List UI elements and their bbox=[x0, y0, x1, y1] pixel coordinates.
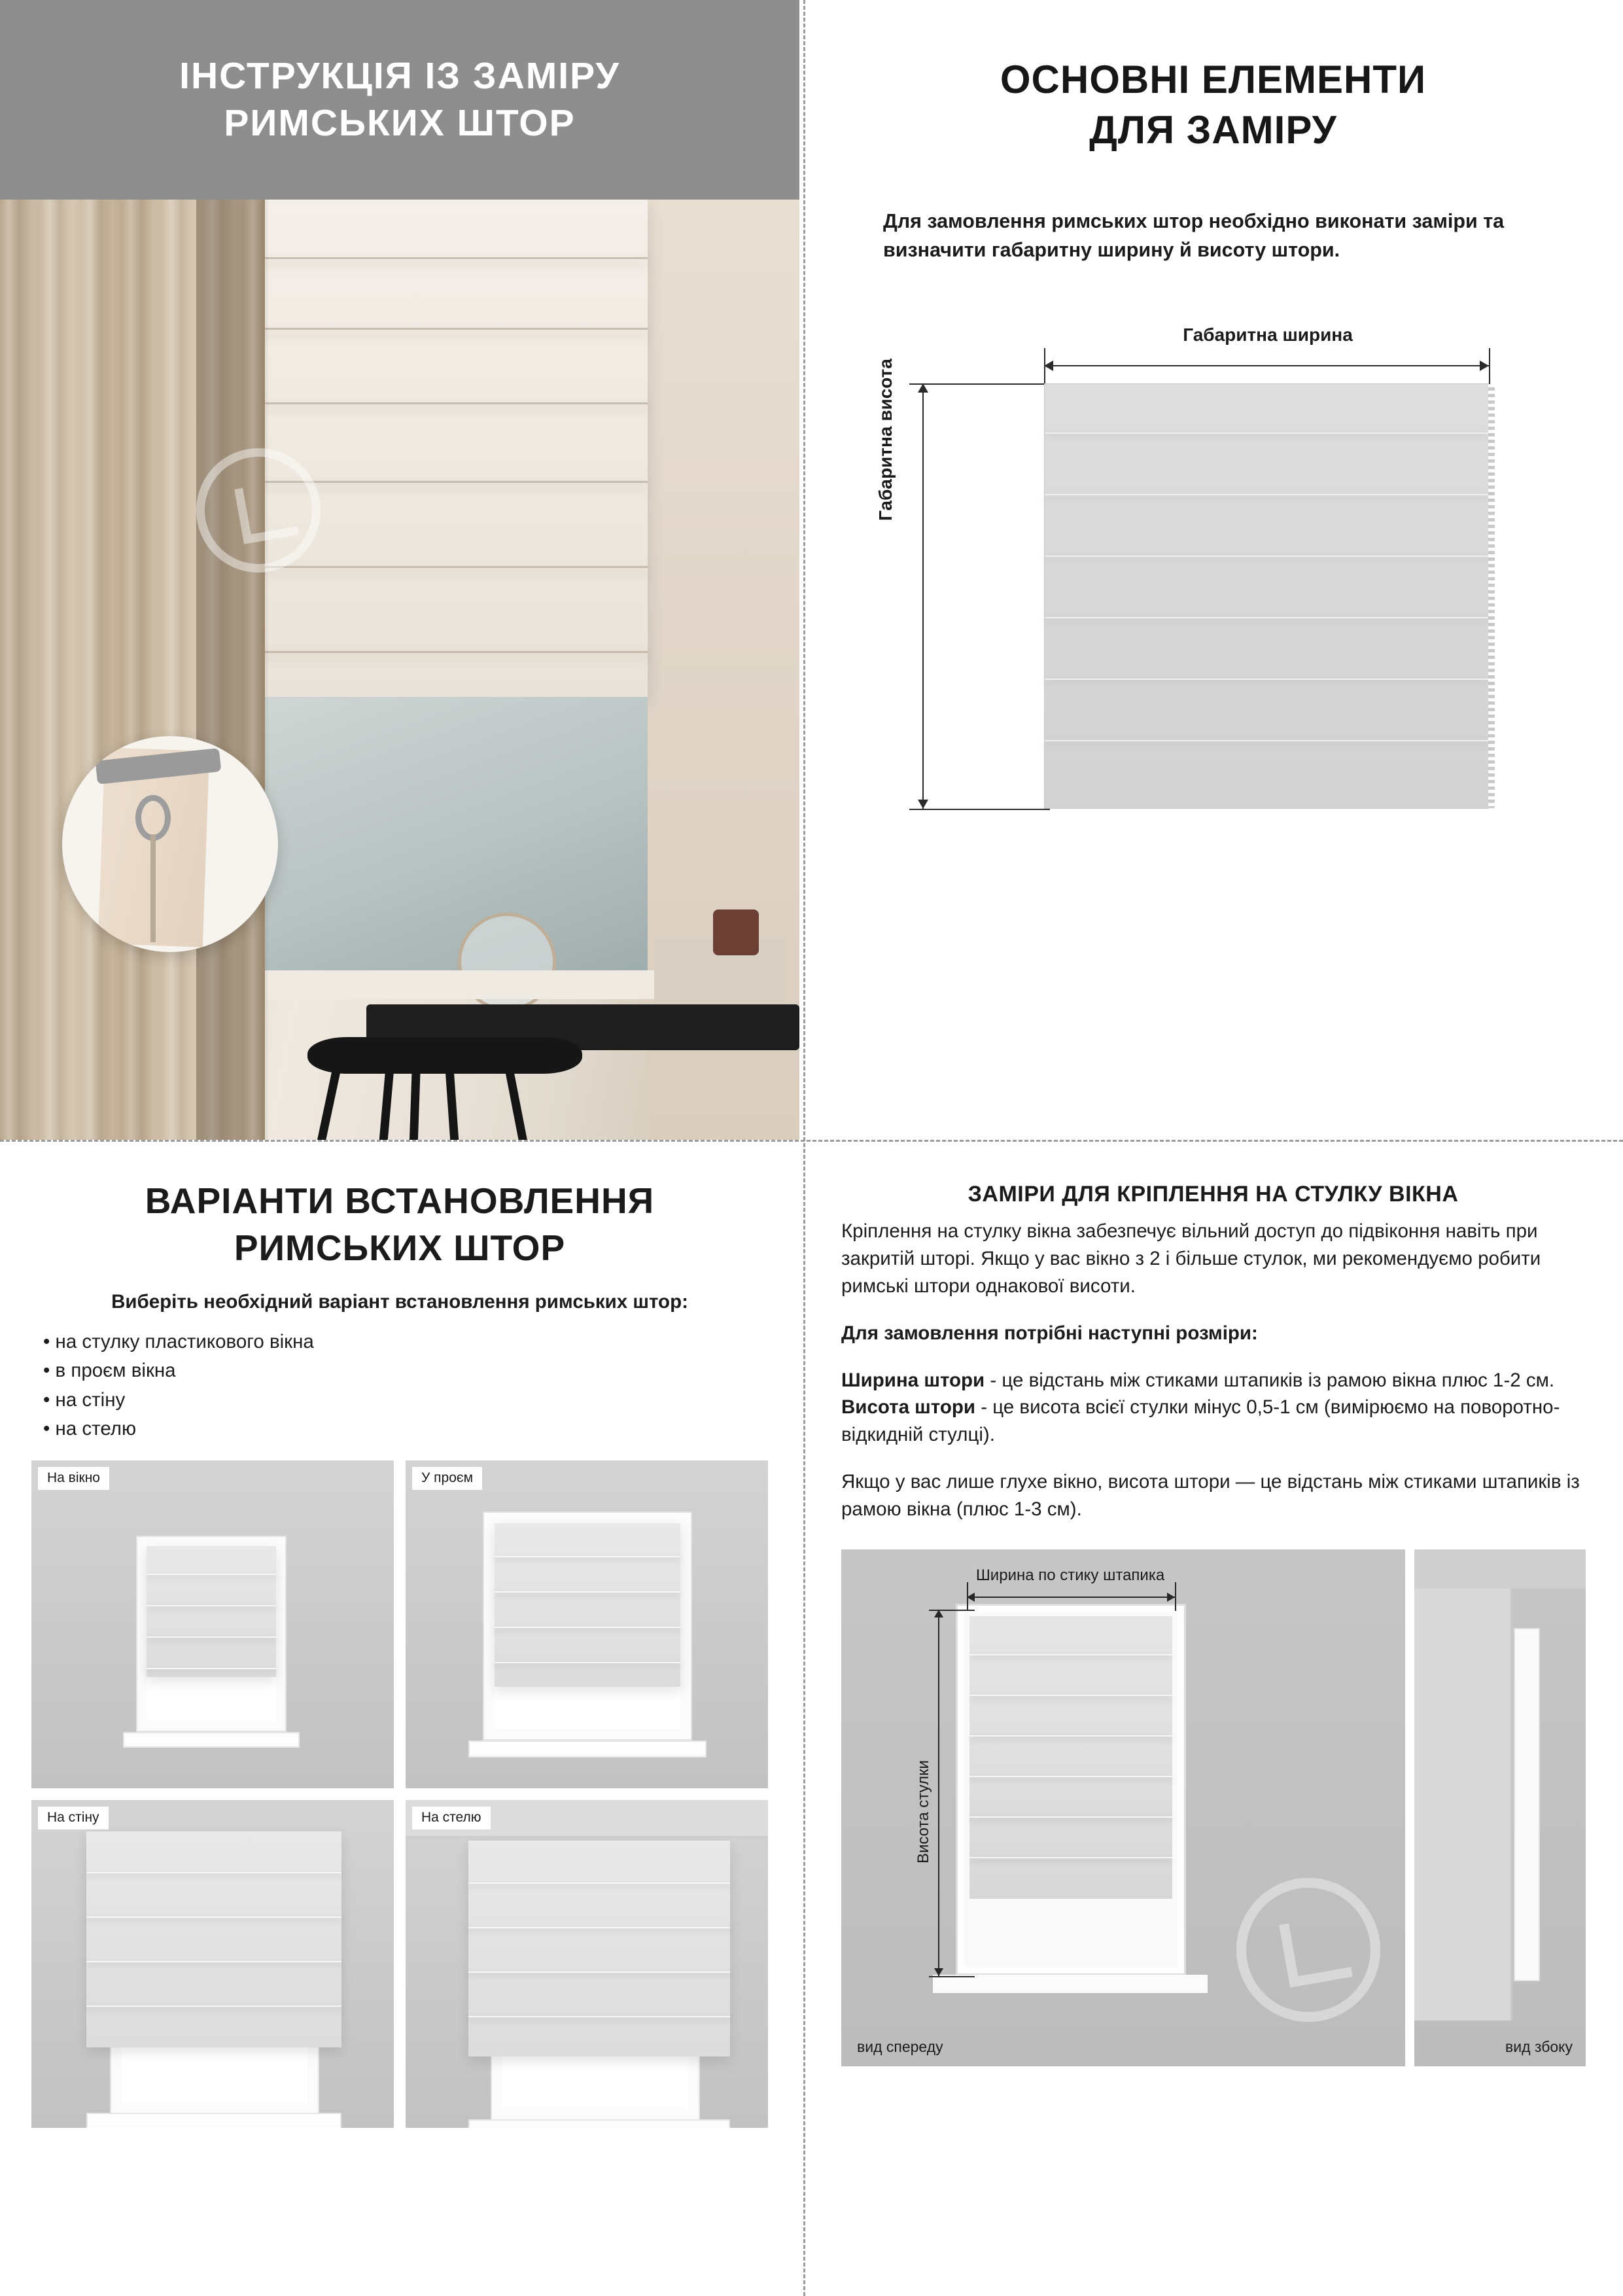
vertical-divider bbox=[803, 0, 805, 2296]
sash-paragraph-3: Якщо у вас лише глухе вікно, висота штори — це відстань між стиками штапиків із рамою вікна (плюс 1-3 см). bbox=[841, 1471, 1580, 1520]
list-item: • на стулку пластикового вікна bbox=[43, 1328, 768, 1356]
watermark-icon bbox=[196, 448, 321, 573]
sash-required-sizes-heading: Для замовлення потрібні наступні розміри: bbox=[841, 1322, 1258, 1344]
sash-width-text: - це відстань між стиками штапиків із рамою вікна плюс 1-2 см. bbox=[985, 1369, 1555, 1391]
sash-measurement-diagram bbox=[841, 1549, 1586, 2066]
front-view-sill bbox=[933, 1975, 1208, 1993]
section-title-sash-measurement: ЗАМІРИ ДЛЯ КРІПЛЕННЯ НА СТУЛКУ ВІКНА bbox=[968, 1182, 1459, 1207]
tr-title-line-2: ДЛЯ ЗАМІРУ bbox=[1089, 107, 1337, 152]
front-view-panel bbox=[841, 1549, 1405, 2066]
side-view-panel bbox=[1414, 1549, 1586, 2066]
bottom-right-quadrant bbox=[803, 1144, 1623, 2296]
front-view-width-label: Ширина по стику штапика bbox=[975, 1566, 1165, 1584]
diagram-blind-panel bbox=[1044, 383, 1489, 809]
overall-height-arrow bbox=[922, 383, 924, 809]
sash-height-text: - це висота всієї стулки мінус 0,5-1 см (вимірюємо на поворотно-відкидній стулці). bbox=[841, 1396, 1560, 1446]
list-item: • на стелю bbox=[43, 1415, 768, 1443]
overall-size-diagram bbox=[849, 325, 1577, 868]
install-cell-tag: На стіну bbox=[38, 1807, 109, 1829]
cell-blind bbox=[495, 1523, 680, 1687]
list-item: • в проєм вікна bbox=[43, 1356, 768, 1385]
photo-window-glass bbox=[262, 697, 648, 972]
overall-width-arrow bbox=[1044, 365, 1489, 366]
room-photo bbox=[0, 200, 799, 1140]
horizontal-divider bbox=[0, 1140, 1623, 1142]
main-title-line-1: ІНСТРУКЦІЯ ІЗ ЗАМІРУ bbox=[179, 55, 620, 97]
cell-blind bbox=[147, 1546, 276, 1677]
front-view-caption: вид спереду bbox=[857, 2038, 943, 2055]
top-left-quadrant bbox=[0, 0, 799, 1140]
bl-title-line-2: РИМСЬКИХ ШТОР bbox=[234, 1227, 566, 1268]
sash-height-label: Висота штори bbox=[841, 1396, 976, 1419]
photo-chair bbox=[307, 1037, 582, 1140]
side-view-wall bbox=[1414, 1589, 1512, 2021]
photo-curtain bbox=[0, 200, 265, 1140]
tr-title-line-1: ОСНОВНІ ЕЛЕМЕНТИ bbox=[1000, 58, 1427, 101]
cell-blind bbox=[86, 1831, 341, 2047]
install-lead-text: Виберіть необхідний варіант встановлення римських штор: bbox=[111, 1291, 688, 1313]
overall-height-label: Габаритна висота bbox=[875, 359, 896, 521]
list-item: • на стіну bbox=[43, 1386, 768, 1415]
install-cell-on-ceiling bbox=[406, 1800, 768, 2128]
side-view-sash bbox=[1514, 1628, 1540, 1981]
photo-detail-callout bbox=[62, 736, 278, 952]
sash-width-rule bbox=[841, 1367, 1585, 1394]
front-view-blind bbox=[969, 1616, 1172, 1899]
main-title-line-2: РИМСЬКИХ ШТОР bbox=[224, 101, 576, 144]
install-cell-on-wall bbox=[31, 1800, 394, 2128]
bl-title-line-1: ВАРІАНТИ ВСТАНОВЛЕННЯ bbox=[145, 1180, 655, 1221]
install-cell-on-sash bbox=[31, 1460, 394, 1788]
main-title-banner bbox=[0, 0, 799, 200]
photo-roman-blind bbox=[262, 200, 648, 697]
page-title bbox=[179, 53, 620, 147]
install-options-gallery bbox=[31, 1460, 768, 2128]
overall-width-label: Габаритна ширина bbox=[1183, 325, 1353, 345]
intro-paragraph: Для замовлення римських штор необхідно виконати заміри та визначити габаритну ширину й висоту штори. bbox=[883, 209, 1505, 261]
front-view-height-label: Висота стулки bbox=[915, 1759, 932, 1863]
photo-window-sill bbox=[255, 970, 654, 999]
front-view-width-arrow bbox=[967, 1597, 1175, 1598]
install-cell-tag: На стелю bbox=[412, 1807, 491, 1829]
section-title-main-elements bbox=[849, 55, 1577, 156]
sash-paragraph-1: Кріплення на стулку вікна забезпечує вільний доступ до підвіконня навіть при закритій шторі. Якщо у вас вікно з 2 і більше стулок, ми рекомендуємо робити римські штори однакової висоти. bbox=[841, 1220, 1541, 1297]
section-title-install-options bbox=[31, 1178, 768, 1271]
install-options-list bbox=[43, 1328, 768, 1443]
sash-height-rule bbox=[841, 1394, 1585, 1449]
photo-pencil-cup bbox=[713, 910, 759, 955]
side-view-caption: вид збоку bbox=[1505, 2038, 1573, 2055]
cell-blind bbox=[468, 1841, 730, 2057]
bottom-left-quadrant bbox=[0, 1144, 799, 2296]
install-cell-tag: У проєм bbox=[412, 1467, 482, 1490]
install-cell-tag: На вікно bbox=[38, 1467, 109, 1490]
install-cell-in-opening bbox=[406, 1460, 768, 1788]
top-right-quadrant bbox=[803, 0, 1623, 1140]
sash-width-label: Ширина штори bbox=[841, 1369, 985, 1391]
front-view-height-arrow bbox=[938, 1610, 939, 1976]
